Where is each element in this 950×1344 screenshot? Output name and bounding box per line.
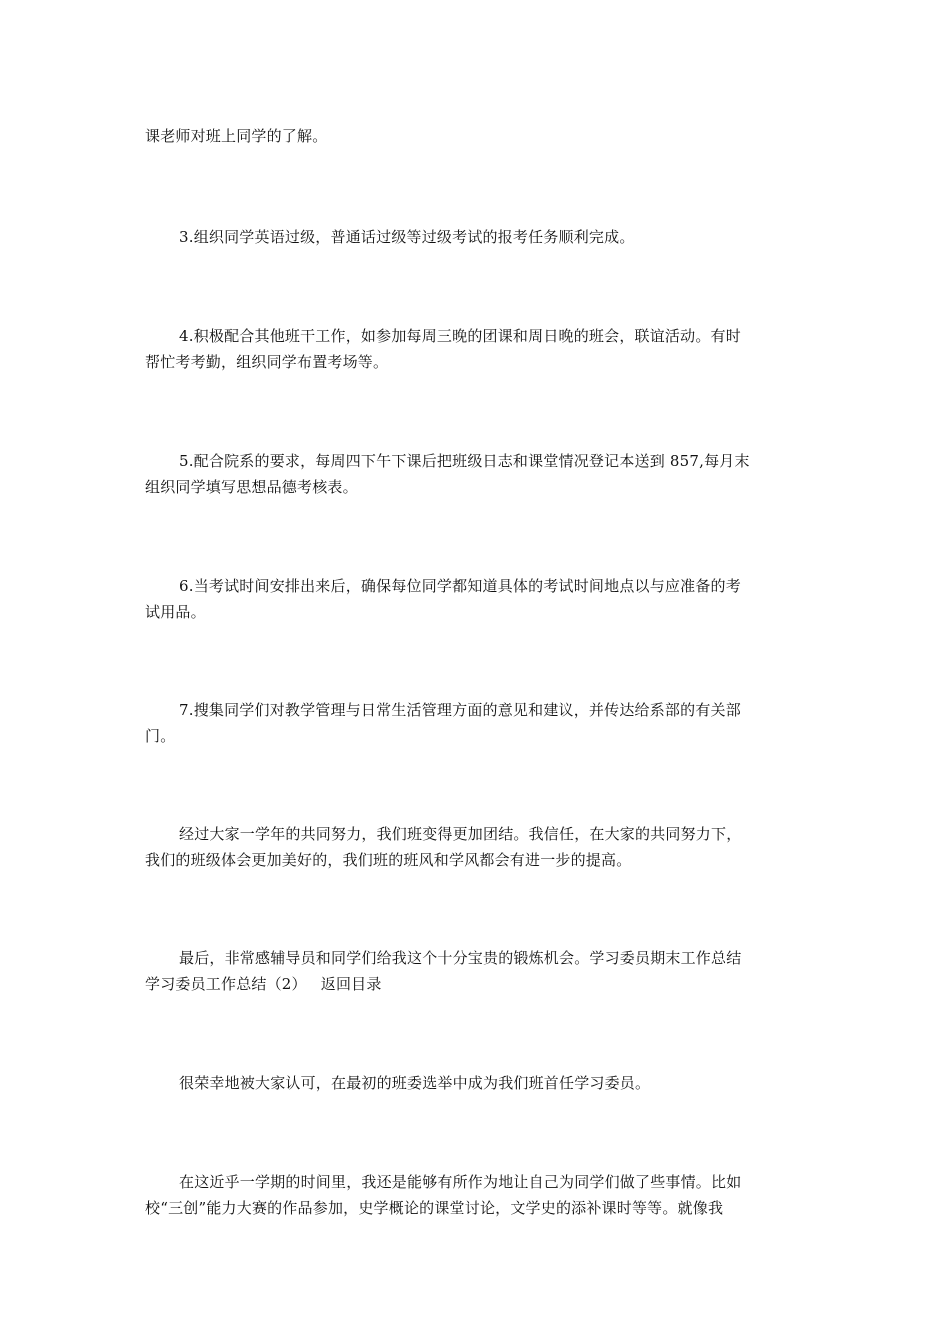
paragraph-line: 帮忙考考勤，组织同学布置考场等。: [145, 353, 389, 371]
paragraph-7: [145, 821, 810, 873]
paragraph-6: [145, 697, 810, 749]
paragraph-line: 4.积极配合其他班干工作，如参加每周三晚的团课和周日晚的班会，联谊活动。有时: [179, 327, 741, 345]
paragraph-line: 6.当考试时间安排出来后，确保每位同学都知道具体的考试时间地点以与应准备的考: [179, 577, 741, 595]
paragraph-line: 门。: [145, 727, 176, 745]
paragraph-line: [145, 971, 810, 997]
paragraph-1: [145, 123, 810, 149]
paragraph-8: [145, 945, 810, 997]
paragraph-line: 课老师对班上同学的了解。: [145, 127, 328, 145]
section-heading: 学习委员工作总结（2）: [145, 975, 307, 993]
paragraph-line: 在这近乎一学期的时间里，我还是能够有所作为地让自己为同学们做了些事情。比如: [179, 1173, 742, 1191]
paragraph-line: 组织同学填写思想品德考核表。: [145, 478, 358, 496]
paragraph-line: 试用品。: [145, 603, 206, 621]
paragraph-line: 7.搜集同学们对教学管理与日常生活管理方面的意见和建议，并传达给系部的有关部: [179, 701, 741, 719]
paragraph-4: [145, 448, 810, 500]
paragraph-line: 校“三创”能力大赛的作品参加，史学概论的课堂讨论，文学史的添补课时等等。就像我: [145, 1199, 724, 1217]
paragraph-line: 3.组织同学英语过级，普通话过级等过级考试的报考任务顺利完成。: [179, 228, 635, 246]
paragraph-3: [145, 323, 810, 375]
paragraph-line: 5.配合院系的要求，每周四下午下课后把班级日志和课堂情况登记本送到 857,每月末: [179, 452, 750, 470]
paragraph-10: [145, 1169, 810, 1221]
paragraph-line: 最后，非常感辅导员和同学们给我这个十分宝贵的锻炼机会。学习委员期末工作总结: [179, 949, 742, 967]
paragraph-9: [145, 1070, 810, 1096]
paragraph-line: 我们的班级体会更加美好的，我们班的班风和学风都会有进一步的提高。: [145, 851, 632, 869]
paragraph-2: [145, 224, 810, 250]
paragraph-line: 很荣幸地被大家认可，在最初的班委选举中成为我们班首任学习委员。: [179, 1074, 651, 1092]
paragraph-5: [145, 573, 810, 625]
paragraph-line: 经过大家一学年的共同努力，我们班变得更加团结。我信任，在大家的共同努力下，: [179, 825, 742, 843]
back-to-contents-link[interactable]: 返回目录: [320, 975, 382, 993]
